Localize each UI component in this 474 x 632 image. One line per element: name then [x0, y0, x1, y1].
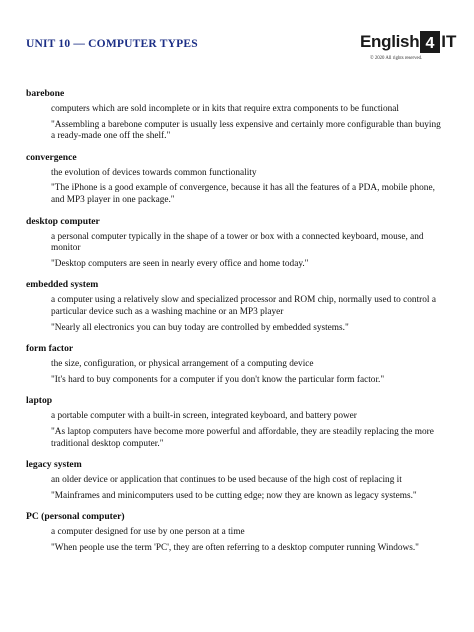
- glossary-example: "Desktop computers are seen in nearly every office and home today.": [51, 258, 309, 269]
- glossary-list: [26, 88, 446, 563]
- copyright-notice: © 2020 All rights reserved.: [370, 56, 423, 61]
- english4it-logo: [360, 30, 456, 54]
- glossary-example: "Assembling a barebone computer is usually less expensive and certainly more configurable than buying a ready-made one off the shelf.": [51, 119, 441, 142]
- glossary-definition: computers which are sold incomplete or in kits that require extra components to be functional: [51, 104, 400, 114]
- logo-text-english: English: [360, 32, 420, 51]
- glossary-entry: [26, 88, 446, 143]
- glossary-term: laptop: [26, 395, 53, 407]
- glossary-term: barebone: [26, 88, 65, 99]
- glossary-term: legacy system: [26, 459, 82, 471]
- glossary-term: embedded system: [26, 279, 99, 291]
- logo-number-icon: [420, 31, 440, 53]
- glossary-definition: a personal computer typically in the shape of a tower or box with a connected keyboard, mouse, and monitor: [51, 231, 424, 254]
- glossary-example: "Nearly all electronics you can buy today are controlled by embedded systems.": [51, 322, 349, 333]
- glossary-definition: an older device or application that continues to be used because of the high cost of replacing it: [51, 475, 402, 486]
- page-title: UNIT 10 — COMPUTER TYPES: [26, 38, 198, 50]
- glossary-term: PC (personal computer): [26, 511, 125, 523]
- glossary-definition: the size, configuration, or physical arrangement of a computing device: [51, 359, 314, 370]
- glossary-example: "The iPhone is a good example of convergence, because it has all the features of a PDA, mobile phone, and MP3 player in one package.": [51, 183, 435, 205]
- logo-number: 4: [425, 35, 435, 52]
- glossary-entry: [26, 395, 446, 450]
- glossary-definition: the evolution of devices towards common functionality: [51, 167, 257, 178]
- glossary-entry: [26, 216, 446, 271]
- glossary-entry: [26, 343, 446, 386]
- glossary-entry: [26, 511, 446, 554]
- glossary-example: "Mainframes and minicomputers used to be cutting edge; now they are known as legacy systems.": [51, 490, 417, 501]
- glossary-example: "When people use the term 'PC', they are often referring to a desktop computer running Windows.": [51, 542, 419, 553]
- glossary-term: desktop computer: [26, 215, 100, 227]
- glossary-entry: [26, 459, 446, 502]
- glossary-term: form factor: [26, 343, 74, 355]
- glossary-term: convergence: [26, 151, 77, 163]
- glossary-example: "It's hard to buy components for a computer if you don't know the particular form factor.": [51, 374, 385, 385]
- glossary-example: "As laptop computers have become more powerful and affordable, they are steadily replacing the more traditional desktop computer.": [51, 426, 434, 449]
- glossary-definition: a portable computer with a built-in screen, integrated keyboard, and battery power: [51, 411, 357, 422]
- page-header: [0, 0, 474, 80]
- glossary-definition: a computer designed for use by one person at a time: [51, 527, 245, 538]
- glossary-entry: [26, 279, 446, 334]
- glossary-entry: [26, 152, 446, 207]
- logo-text-it: IT: [441, 32, 457, 51]
- glossary-definition: a computer using a relatively slow and specialized processor and ROM chip, normally used to control a particular device such as a washing machine or an MP3 player: [51, 295, 436, 317]
